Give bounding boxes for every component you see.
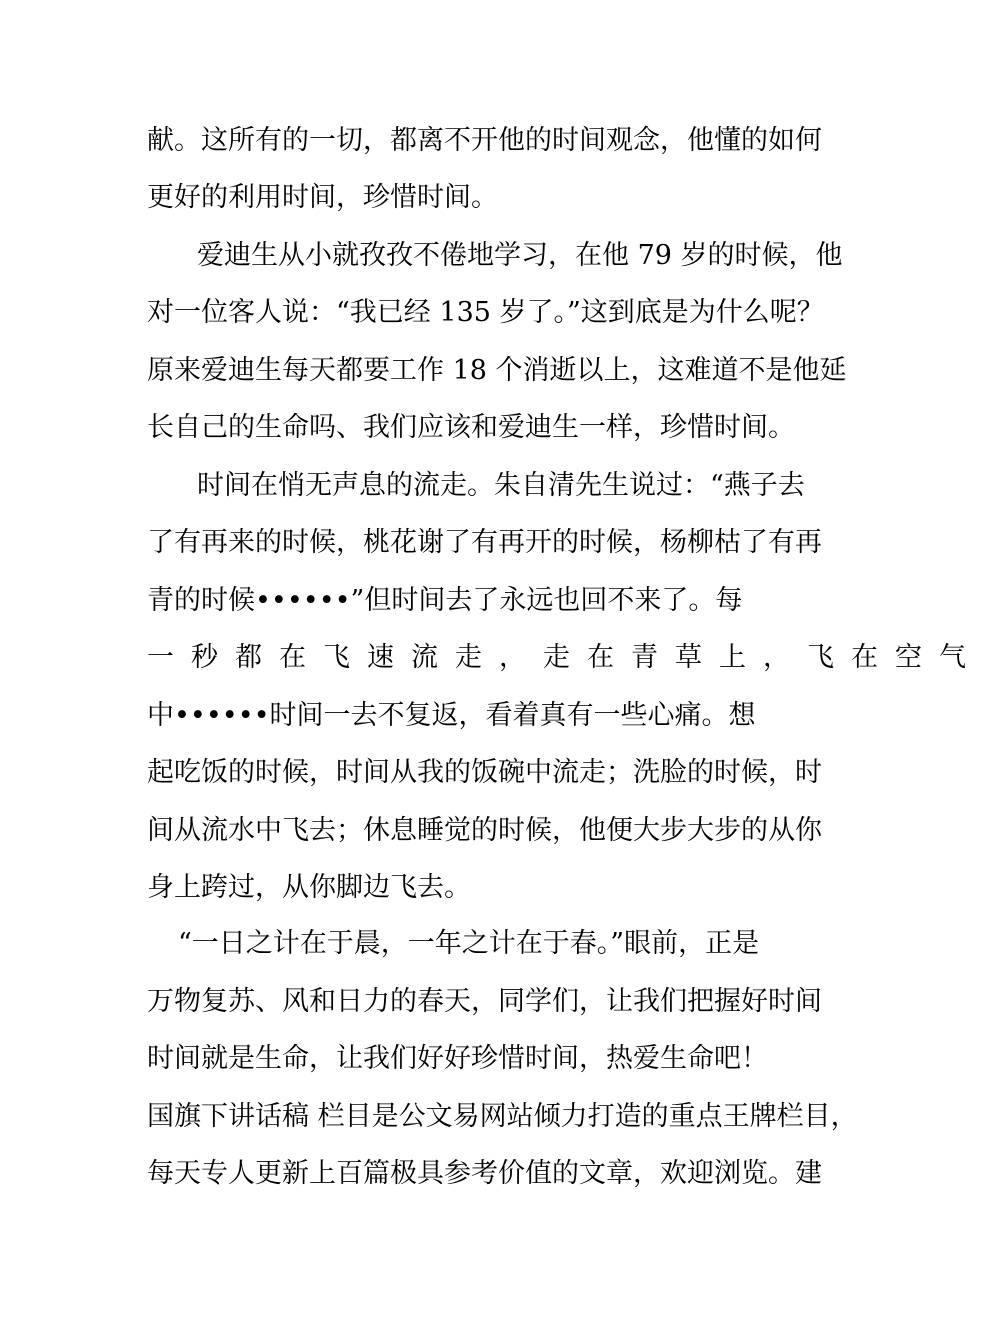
- text-line: 青的时候••••••”但时间去了永远也回不来了。每: [147, 585, 743, 616]
- text-line: 长自己的生命吗、我们应该和爱迪生一样，珍惜时间。: [147, 412, 795, 443]
- text-line: 间从流水中飞去；休息睡觉的时候，他便大步大步的从你: [147, 815, 822, 846]
- text-line: 时间就是生命，让我们好好珍惜时间，热爱生命吧！: [147, 1043, 768, 1074]
- text-line: 起吃饭的时候，时间从我的饭碗中流走；洗脸的时候，时: [147, 757, 822, 788]
- footer-promo-line: 国旗下讲话稿 栏目是公文易网站倾力打造的重点王牌栏目，: [147, 1101, 858, 1132]
- text-line: 了有再来的时候，桃花谢了有再开的时候，杨柳枯了有再: [147, 527, 822, 558]
- paragraph-start: 爱迪生从小就孜孜不倦地学习，在他 79 岁的时候，他: [197, 240, 843, 271]
- footer-promo-line: 每天专人更新上百篇极具参考价值的文章，欢迎浏览。建: [147, 1158, 822, 1189]
- text-line: 身上跨过，从你脚边飞去。: [147, 872, 471, 903]
- paragraph-start: “一日之计在于晨，一年之计在于春。”眼前，正是: [178, 928, 760, 959]
- text-line: 万物复苏、风和日力的春天，同学们，让我们把握好时间: [147, 986, 822, 1017]
- text-line: 对一位客人说：“我已经 135 岁了。”这到底是为什么呢？: [147, 297, 824, 328]
- text-line: 中••••••时间一去不复返，看着真有一些心痛。想: [147, 700, 756, 731]
- text-line: 更好的利用时间，珍惜时间。: [147, 182, 498, 213]
- text-line: 献。这所有的一切，都离不开他的时间观念，他懂的如何: [147, 125, 822, 156]
- text-line: 原来爱迪生每天都要工作 18 个消逝以上，这难道不是他延: [147, 355, 847, 386]
- text-line: 一秒都在飞速流走，走在青草上，飞在空气: [147, 642, 983, 673]
- paragraph-start: 时间在悄无声息的流走。朱自清先生说过：“燕子去: [197, 470, 805, 501]
